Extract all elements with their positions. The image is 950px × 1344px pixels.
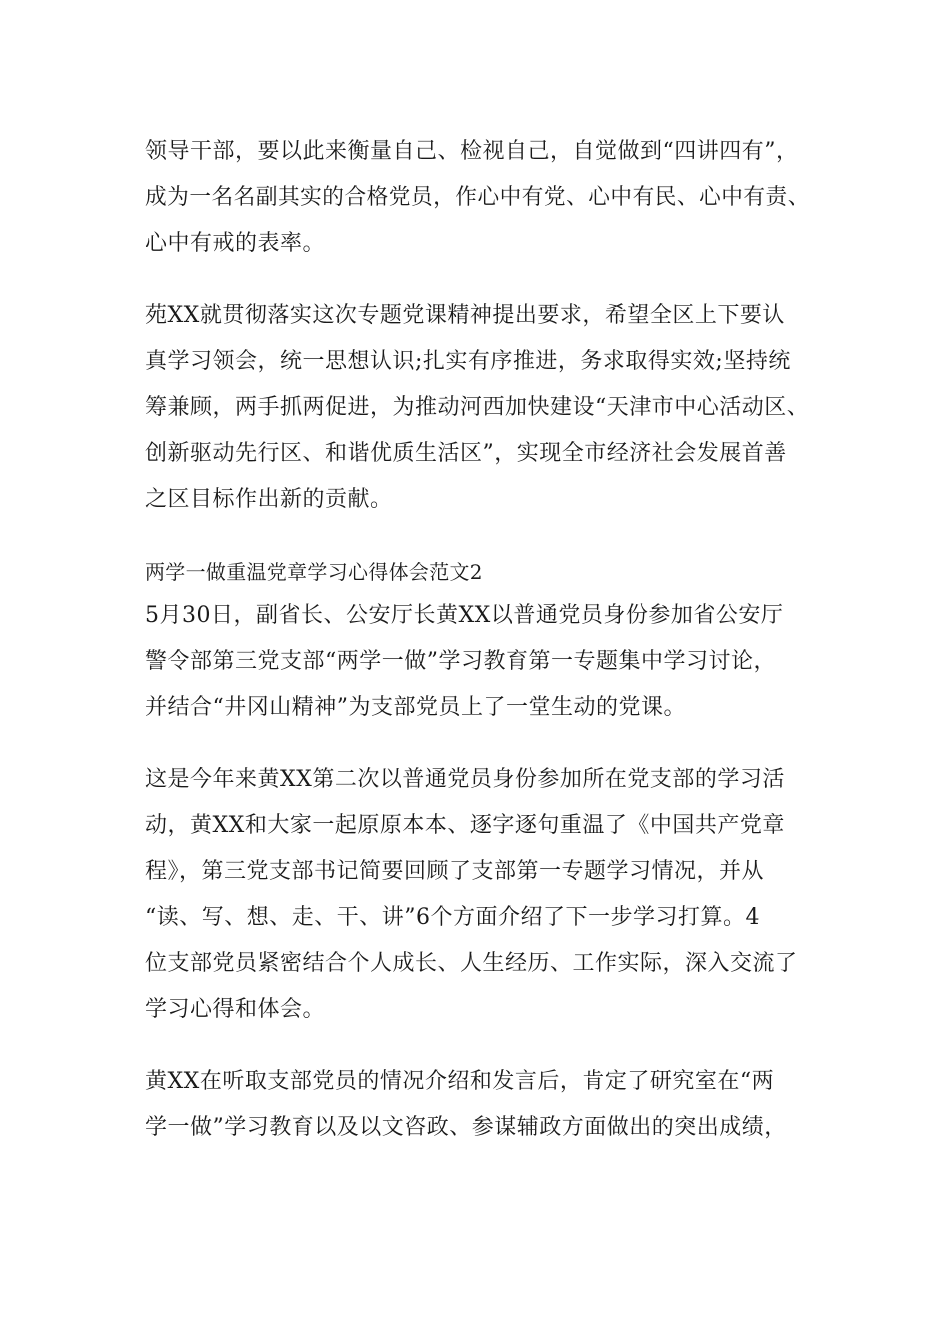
text-line: 5月30日，副省长、公安厅长黄XX以普通党员身份参加省公安厅 bbox=[145, 603, 784, 628]
text-line: 动，黄XX和大家一起原原本本、逐字逐句重温了《中国共产党章 bbox=[145, 813, 785, 838]
text-line: 之区目标作出新的贡献。 bbox=[145, 487, 393, 512]
text-line: 程》，第三党支部书记简要回顾了支部第一专题学习情况，并从 bbox=[145, 859, 765, 884]
text-line: 真学习领会，统一思想认识;扎实有序推进，务求取得实效;坚持统 bbox=[145, 349, 791, 374]
text-line: 位支部党员紧密结合个人成长、人生经历、工作实际，深入交流了 bbox=[145, 951, 798, 976]
text-line: 并结合“井冈山精神”为支部党员上了一堂生动的党课。 bbox=[145, 695, 686, 720]
text-line: 黄XX在听取支部党员的情况介绍和发言后，肯定了研究室在“两 bbox=[145, 1069, 775, 1094]
text-line: 领导干部，要以此来衡量自己、检视自己，自觉做到“四讲四有”， bbox=[145, 139, 799, 164]
text-line: 这是今年来黄XX第二次以普通党员身份参加所在党支部的学习活 bbox=[145, 767, 785, 792]
text-line: 学习心得和体会。 bbox=[145, 997, 326, 1022]
text-line: 心中有戒的表率。 bbox=[145, 231, 326, 256]
section-title: 两学一做重温党章学习心得体会范文2 bbox=[145, 560, 483, 584]
text-line: 创新驱动先行区、和谐优质生活区”，实现全市经济社会发展首善 bbox=[145, 441, 787, 466]
text-line: “读、写、想、走、干、讲”6个方面介绍了下一步学习打算。4 bbox=[145, 905, 760, 930]
text-line: 成为一名名副其实的合格党员，作心中有党、心中有民、心中有责、 bbox=[145, 185, 810, 210]
text-line: 警令部第三党支部“两学一做”学习教育第一专题集中学习讨论， bbox=[145, 649, 776, 674]
text-line: 筹兼顾，两手抓两促进，为推动河西加快建设“天津市中心活动区、 bbox=[145, 395, 810, 420]
text-line: 学一做”学习教育以及以文咨政、参谋辅政方面做出的突出成绩， bbox=[145, 1115, 787, 1140]
text-line: 苑XX就贯彻落实这次专题党课精神提出要求，希望全区上下要认 bbox=[145, 303, 785, 328]
